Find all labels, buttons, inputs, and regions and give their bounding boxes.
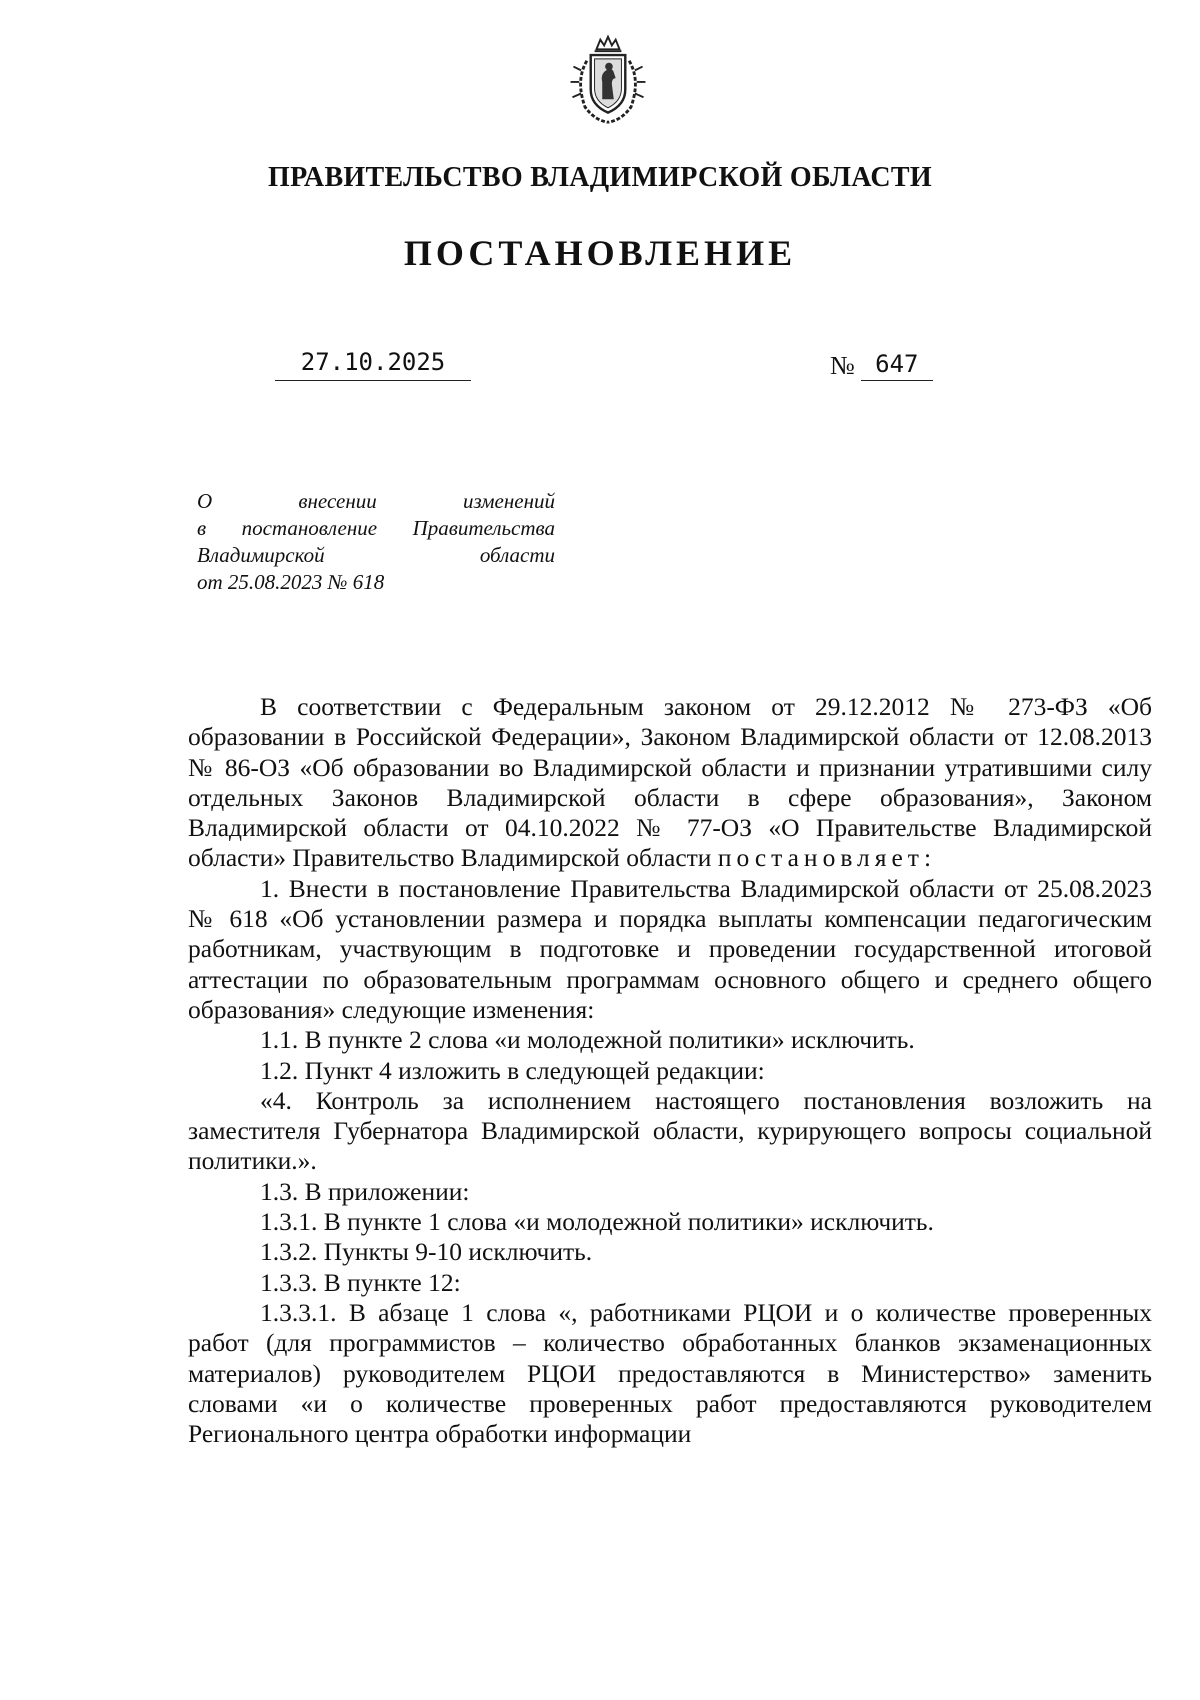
- body-paragraph: 1. Внести в постановление Правительства Владимирской области от 25.08.2023 № 618 «Об установлении размера и порядка выплаты компенсации педагогическим работникам, участвующим в подготовке и проведении государственной итоговой аттестации по образовательным программам основного общего и среднего общего образования» следующие изменения:: [188, 873, 1152, 1024]
- preamble-text: В соответствии с Федеральным законом от 29.12.2012 № 273-ФЗ «Об образовании в Российской Федерации», Законом Владимирской области от 12.08.2013 № 86-ОЗ «Об образовании во Владимирской области и признании утратившими силу отдельных Законов Владимирской области в сфере образования», Законом Владимирской области от 04.10.2022 № 77-ОЗ «О Правительстве Владимирской области» Правительство Владимирской области: [188, 692, 1152, 873]
- document-number: 647: [861, 350, 933, 381]
- body-paragraph: 1.2. Пункт 4 изложить в следующей редакции:: [260, 1055, 765, 1085]
- body-paragraph: 1.3.3. В пункте 12:: [260, 1267, 461, 1297]
- document-subject: [197, 488, 555, 596]
- body-paragraph: «4. Контроль за исполнением настоящего постановления возложить на заместителя Губернатора Владимирской области, курирующего вопросы социальной политики.».: [188, 1085, 1152, 1176]
- government-name: ПРАВИТЕЛЬСТВО ВЛАДИМИРСКОЙ ОБЛАСТИ: [268, 162, 932, 193]
- document-body: [188, 692, 1152, 1449]
- preamble-paragraph: [188, 692, 1152, 874]
- body-paragraph: 1.3. В приложении:: [260, 1176, 470, 1206]
- document-type: ПОСТАНОВЛЕНИЕ: [403, 233, 797, 273]
- body-paragraph: 1.3.3.1. В абзаце 1 слова «, работниками РЦОИ и о количестве проверенных работ (для программистов – количество обработанных бланков экзаменационных материалов) руководителем РЦОИ предоставляются в Министерство» заменить словами «и о количестве проверенных работ предоставляются руководителем Регионального центра обработки информации: [188, 1297, 1152, 1449]
- subject-line: в постановление Правительства: [197, 516, 555, 540]
- subject-line: от 25.08.2023 № 618: [197, 570, 385, 594]
- number-sign: №: [830, 351, 855, 380]
- subject-line: О внесении изменений: [197, 489, 555, 513]
- coat-of-arms-emblem-icon: [560, 32, 656, 128]
- subject-line: Владимирской области: [197, 543, 555, 567]
- document-number-block: [830, 350, 933, 381]
- body-paragraph: 1.3.2. Пункты 9-10 исключить.: [260, 1237, 593, 1267]
- decree-word: постановляет:: [717, 843, 937, 873]
- document-date: 27.10.2025: [275, 348, 471, 381]
- body-paragraph: 1.1. В пункте 2 слова «и молодежной политики» исключить.: [260, 1025, 915, 1055]
- body-paragraph: 1.3.1. В пункте 1 слова «и молодежной политики» исключить.: [260, 1207, 934, 1237]
